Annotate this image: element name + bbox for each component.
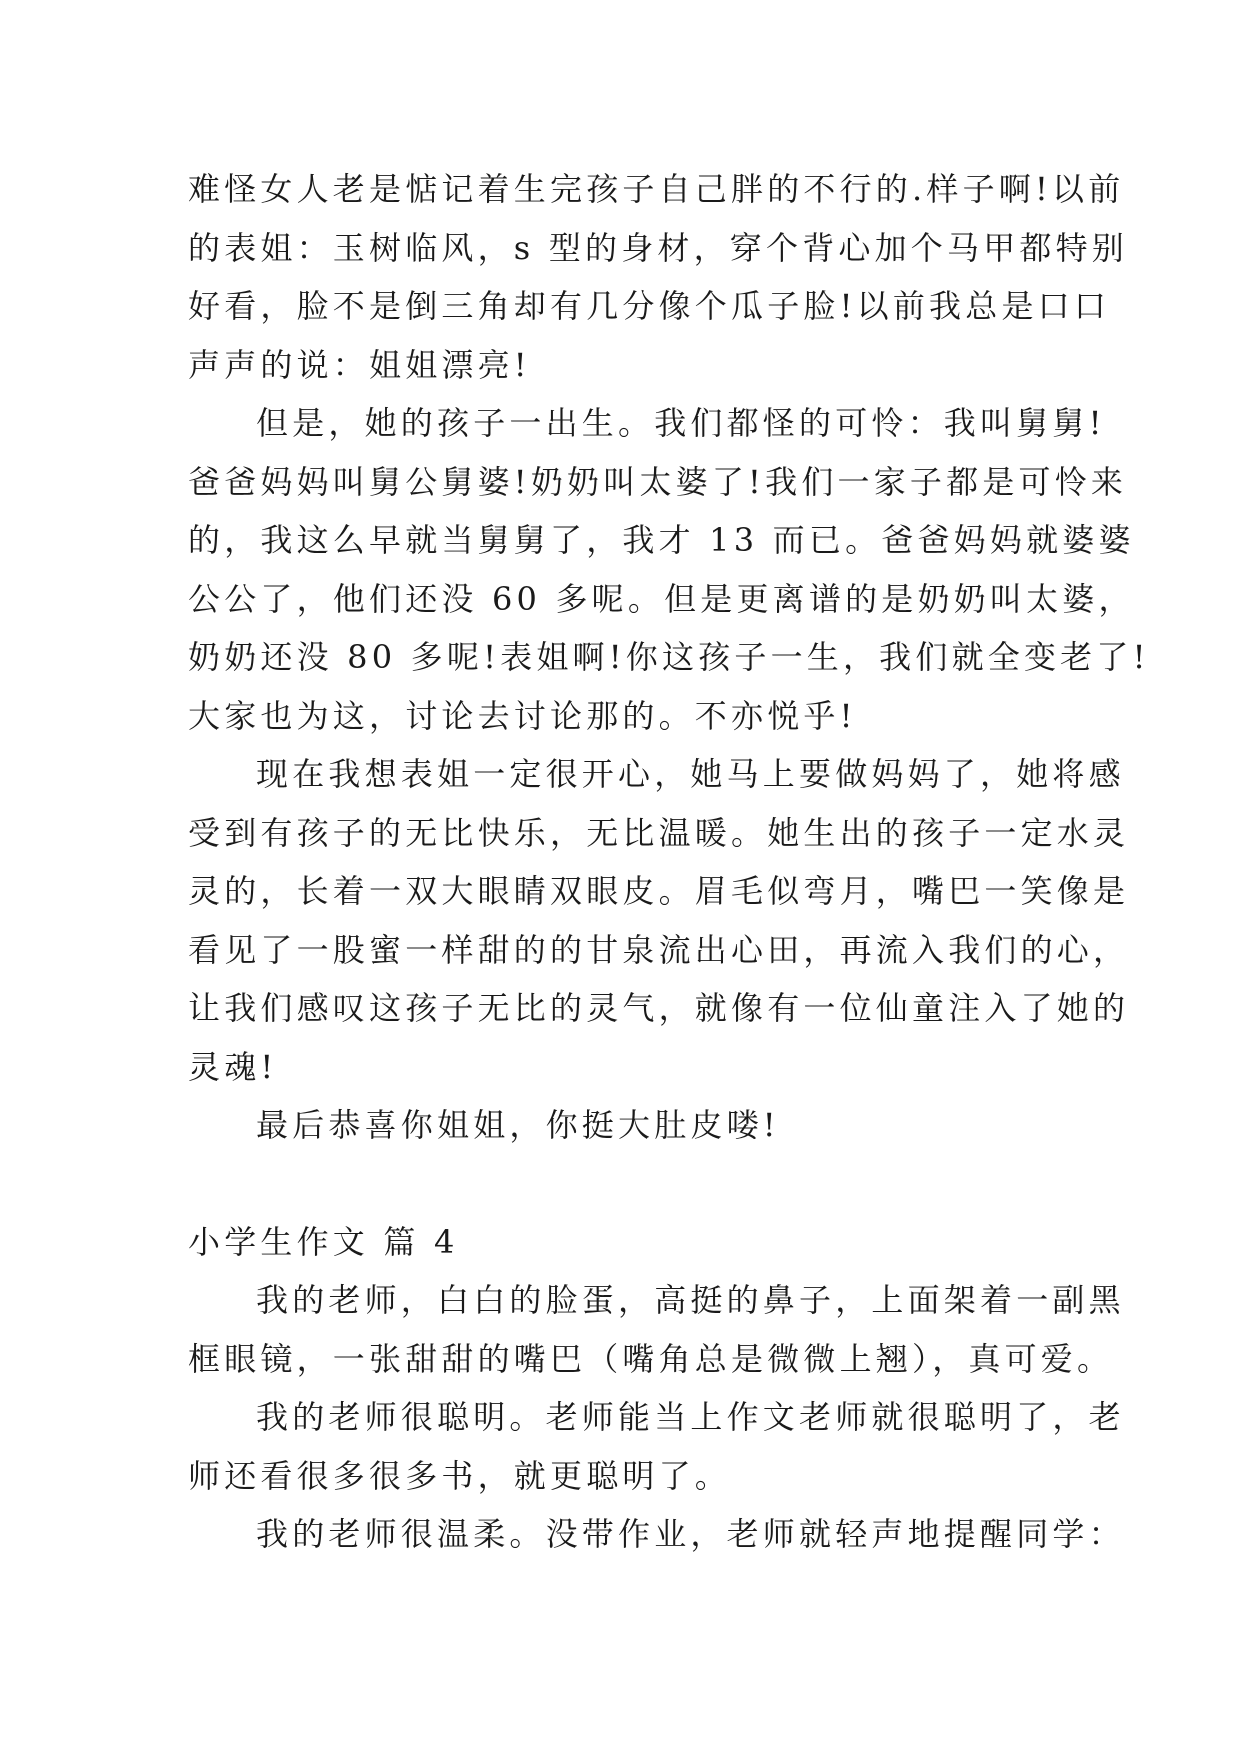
text-line: 看见了一股蜜一样甜的的甘泉流出心田，再流入我们的心，: [188, 930, 1130, 969]
paragraph-1: [188, 160, 1128, 394]
paragraph-4: [188, 1096, 1060, 1155]
text-line: 好看，脸不是倒三角却有几分像个瓜子脸!以前我总是口口: [188, 287, 1111, 325]
paragraph-3: [188, 745, 1130, 1096]
text-line: 的表姐：玉树临风，s 型的身材，穿个背心加个马甲都特别: [188, 228, 1128, 267]
paragraph-5: [188, 1271, 1125, 1388]
section-gap: [188, 1155, 1060, 1213]
text-line: 我的老师很聪明。老师能当上作文老师就很聪明了，老: [256, 1398, 1125, 1436]
text-line: 现在我想表姐一定很开心，她马上要做妈妈了，她将感: [256, 755, 1125, 793]
text-line: 最后恭喜你姐姐，你挺大肚皮喽!: [256, 1106, 780, 1144]
text-line: 灵的，长着一双大眼睛双眼皮。眉毛似弯月，嘴巴一笑像是: [188, 872, 1130, 910]
text-line: 声声的说：姐姐漂亮!: [188, 345, 531, 384]
text-line: 大家也为这，讨论去讨论那的。不亦悦乎!: [188, 696, 857, 735]
paragraph-6: [188, 1388, 1125, 1505]
text-line: 爸爸妈妈叫舅公舅婆!奶奶叫太婆了!我们一家子都是可怜来: [188, 462, 1128, 501]
section-title: 小学生作文 篇 4: [188, 1222, 459, 1261]
paragraph-7: [188, 1505, 1125, 1564]
text-line: 师还看很多很多书，就更聪明了。: [188, 1456, 732, 1495]
text-line: 我的老师，白白的脸蛋，高挺的鼻子，上面架着一副黑: [256, 1281, 1125, 1319]
text-line: 难怪女人老是惦记着生完孩子自己胖的不行的.样子啊!以前: [188, 170, 1125, 208]
text-line: 但是，她的孩子一出生。我们都怪的可怜：我叫舅舅!: [256, 404, 1106, 442]
text-line: 我的老师很温柔。没带作业，老师就轻声地提醒同学：: [256, 1515, 1125, 1553]
text-line: 的，我这么早就当舅舅了，我才 13 而已。爸爸妈妈就婆婆: [188, 521, 1135, 559]
text-line: 灵魂!: [188, 1047, 278, 1086]
text-line: 受到有孩子的无比快乐，无比温暖。她生出的孩子一定水灵: [188, 813, 1130, 852]
text-line: 公公了，他们还没 60 多呢。但是更离谱的是奶奶叫太婆，: [188, 579, 1135, 618]
text-line: 让我们感叹这孩子无比的灵气，就像有一位仙童注入了她的: [188, 989, 1130, 1027]
text-line: 奶奶还没 80 多呢!表姐啊!你这孩子一生，我们就全变老了!: [188, 638, 1150, 676]
document-body: [188, 160, 1150, 1564]
text-line: 框眼镜，一张甜甜的嘴巴（嘴角总是微微上翘），真可爱。: [188, 1339, 1114, 1378]
paragraph-2: [188, 394, 1150, 745]
